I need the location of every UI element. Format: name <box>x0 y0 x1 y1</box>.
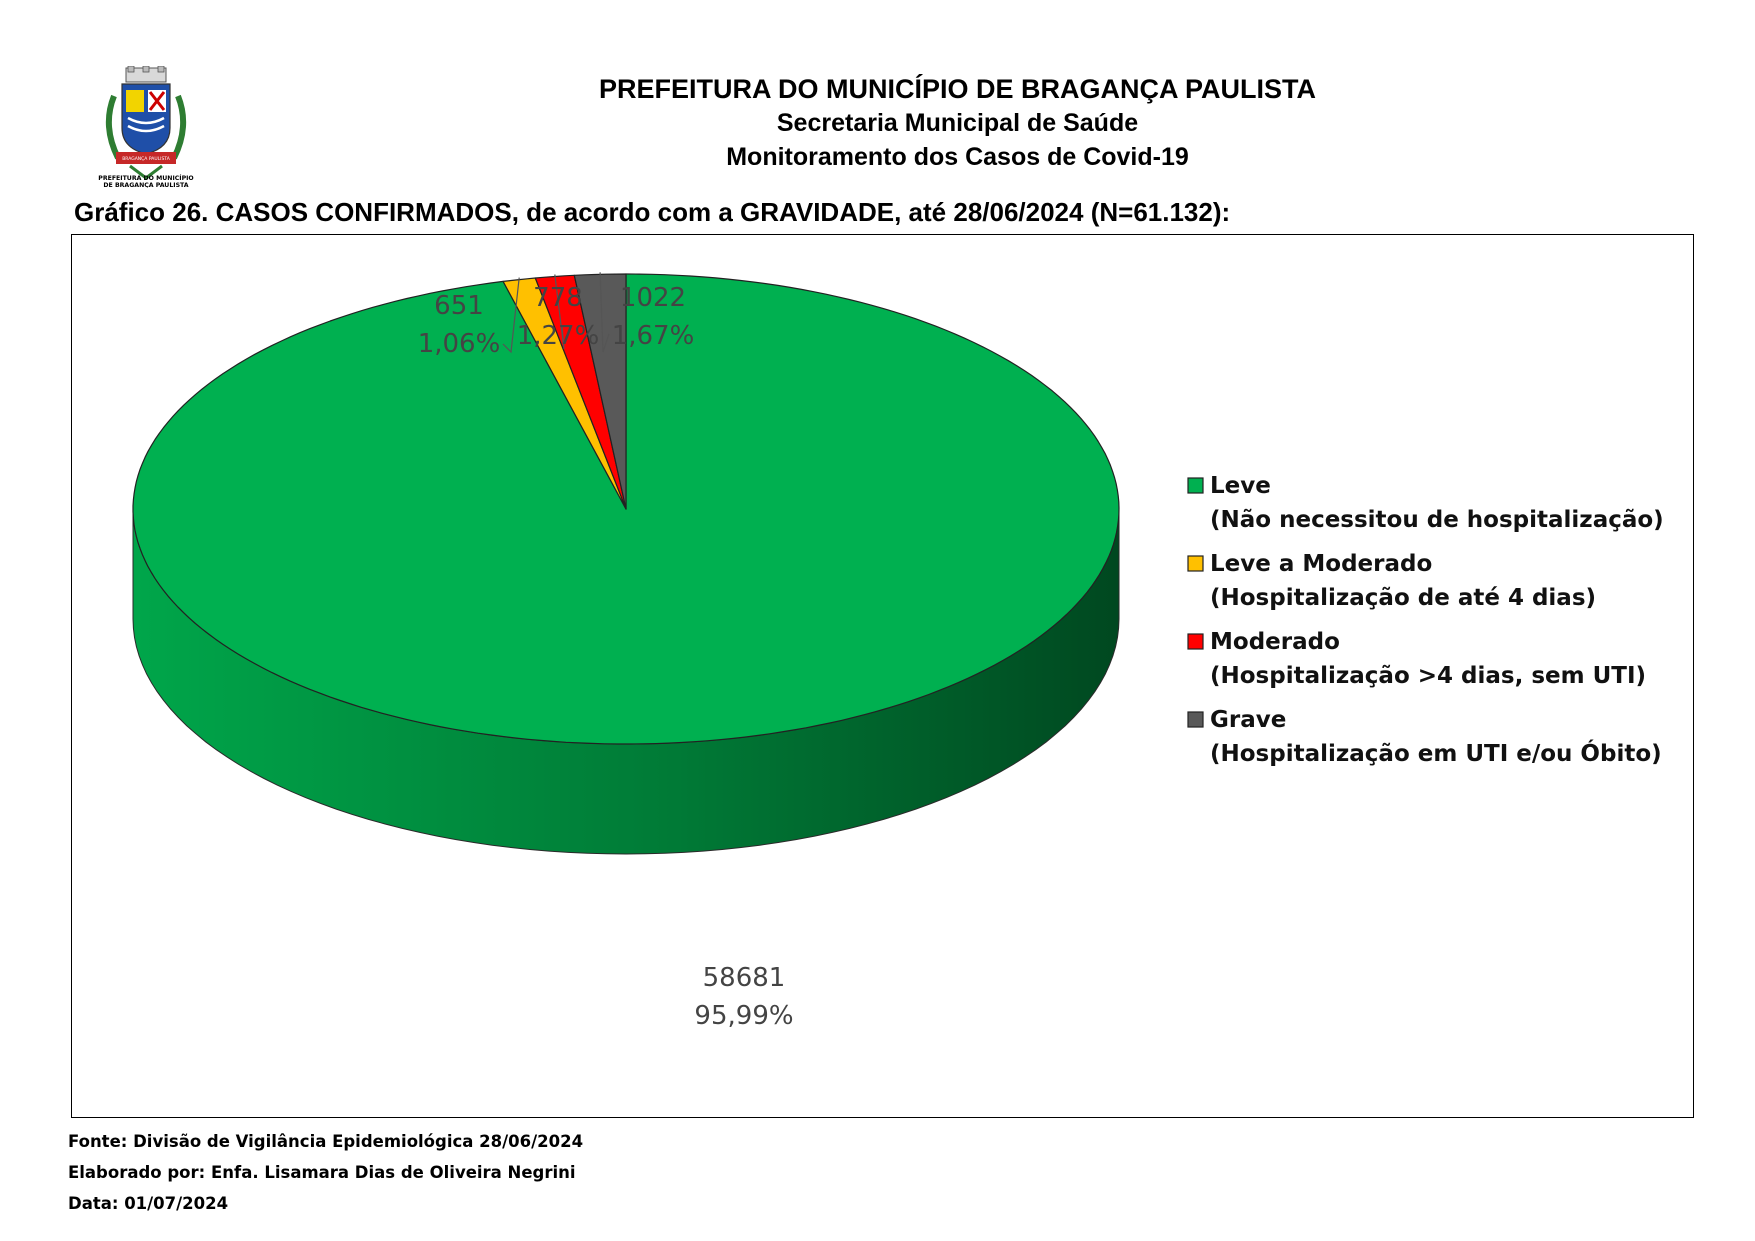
header-line-1: PREFEITURA DO MUNICÍPIO DE BRAGANÇA PAULISTA <box>598 74 1316 104</box>
footer-date: Data: 01/07/2024 <box>68 1194 229 1213</box>
legend-sublabel-moderado: (Hospitalização >4 dias, sem UTI) <box>1210 663 1647 689</box>
legend-label-leve: Leve <box>1210 473 1271 499</box>
data-label-percent-moderado: 1,27% <box>516 321 600 351</box>
pie-chart <box>71 234 1694 1118</box>
logo-caption-line2: DE BRAGANÇA PAULISTA <box>103 182 189 188</box>
legend-sublabel-leve: (Não necessitou de hospitalização) <box>1210 507 1664 533</box>
legend-label-grave: Grave <box>1210 707 1287 733</box>
data-label-value-grave: 1022 <box>619 283 687 313</box>
footer-source: Fonte: Divisão de Vigilância Epidemiológica 28/06/2024 <box>68 1132 584 1151</box>
legend-swatch-grave <box>1188 712 1203 727</box>
legend-label-leve-a-moderado: Leve a Moderado <box>1210 551 1433 577</box>
legend-label-moderado: Moderado <box>1210 629 1340 655</box>
page-header <box>0 72 1755 174</box>
legend-swatch-leve <box>1188 478 1203 493</box>
footer-author: Elaborado por: Enfa. Lisamara Dias de Oliveira Negrini <box>68 1163 576 1182</box>
logo-caption-line1: PREFEITURA DO MUNICÍPIO <box>98 175 194 182</box>
data-label-value-leve-a-moderado: 651 <box>434 291 484 321</box>
header-line-3: Monitoramento dos Casos de Covid-19 <box>726 143 1189 171</box>
footer <box>68 1126 583 1219</box>
data-label-value-leve: 58681 <box>702 963 786 993</box>
data-label-percent-grave: 1,67% <box>611 321 695 351</box>
header-line-2: Secretaria Municipal de Saúde <box>776 109 1139 137</box>
chart-title: Gráfico 26. CASOS CONFIRMADOS, de acordo com a GRAVIDADE, até 28/06/2024 (N=61.132): <box>74 197 1231 227</box>
legend-sublabel-grave: (Hospitalização em UTI e/ou Óbito) <box>1210 741 1662 767</box>
legend-swatch-leve-a-moderado <box>1188 556 1203 571</box>
legend-sublabel-leve-a-moderado: (Hospitalização de até 4 dias) <box>1210 585 1597 611</box>
data-label-value-moderado: 778 <box>533 283 583 313</box>
data-label-percent-leve-a-moderado: 1,06% <box>417 329 501 359</box>
logo-banner-text: BRAGANÇA PAULISTA <box>122 157 170 162</box>
data-label-percent-leve: 95,99% <box>694 1001 794 1031</box>
legend-swatch-moderado <box>1188 634 1203 649</box>
